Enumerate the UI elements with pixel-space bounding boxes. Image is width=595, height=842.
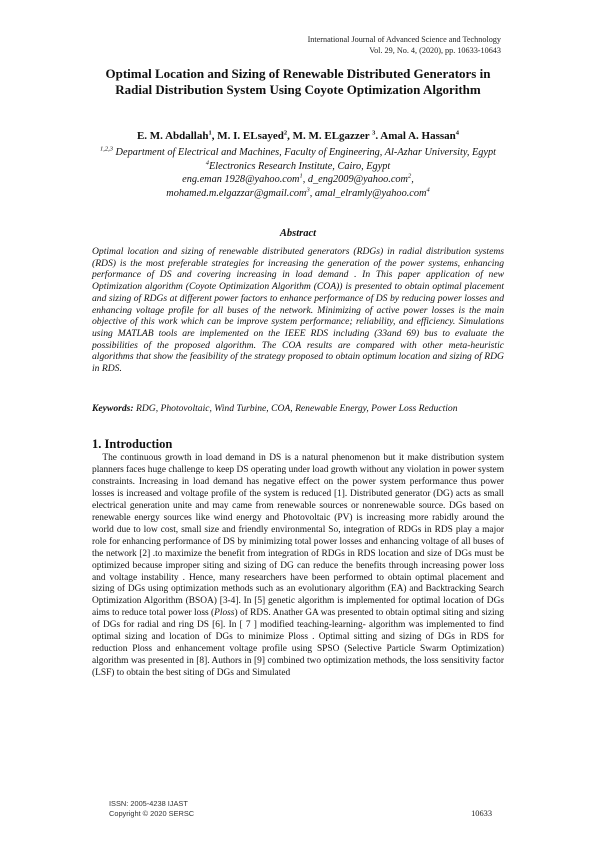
- email-address[interactable]: , d_eng2009@yahoo.com: [302, 174, 408, 186]
- author-affiliation-mark: 2: [283, 129, 288, 137]
- affiliation-mark: 4: [205, 159, 209, 167]
- journal-header: [308, 34, 501, 56]
- author-name: E. M. Abdallah: [136, 130, 209, 142]
- email-line-1: [88, 173, 508, 187]
- author-affiliation-mark: 3: [372, 129, 376, 137]
- author-affiliation-mark: 1: [208, 129, 212, 137]
- author-separator: ,: [211, 130, 218, 142]
- author-affiliation-mark: 4: [455, 129, 460, 137]
- journal-name: International Journal of Advanced Science and Technology: [307, 35, 501, 44]
- affiliation-2: [88, 160, 508, 174]
- affiliation-text: Department of Electrical and Machines, Faculty of Engineering, Al-Azhar University, Egypt: [112, 147, 496, 158]
- author-separator: ,: [287, 130, 293, 142]
- author-name: M. I. ELsayed: [217, 130, 284, 142]
- keywords-label: Keywords:: [92, 403, 134, 414]
- email-line-2: [88, 187, 508, 201]
- page-number: 10633: [471, 809, 492, 818]
- author-list: [88, 130, 508, 143]
- footer-info: [109, 799, 194, 819]
- email-address[interactable]: mohamed.m.elgazzar@gmail.com: [166, 187, 307, 199]
- paper-title: Optimal Location and Sizing of Renewable Distributed Generators in Radial Distribution System Using Coyote Optimization Algorithm: [105, 66, 491, 97]
- issn: ISSN: 2005-4238 IJAST: [109, 799, 188, 808]
- copyright: Copyright © 2020 SERSC: [109, 809, 195, 818]
- body-text: ) of RDS. Anather GA was presented to obtain optimal siting and sizing of DGs for radial and ring DS [6]. In [ 7 ] modified teaching-learning- algorithm was implemented to find optimal sizing and location of DGs to minimize Ploss . Optimal sitting and sizing of DGs in RDS for reduction Ploss and enhancement voltage profile using SPSO (Selective Particle Swarm Optimization) algorithm was presented in [8]. Authors in [9] combined two optimization methods, the loss sensitivity factor (LSF) to obtain the best siting of DGs and Simulated: [92, 608, 504, 679]
- email-address[interactable]: , amal_elramly@yahoo.com: [309, 187, 427, 199]
- email-mark: 2: [407, 172, 412, 180]
- author-name: M. M. ELgazzer: [292, 130, 373, 142]
- keywords-text: RDG, Photovoltaic, Wind Turbine, COA, Renewable Energy, Power Loss Reduction: [133, 403, 458, 414]
- abstract-text: Optimal location and sizing of renewable distributed generators (RDGs) in radial distribution systems (RDS) is the most preferable strategies for increasing the generation of the power systems, enhancing performance of DS and covering increasing in load demand . In This paper application of new Optimization algorithm (Coyote Optimization Algorithm (COA)) is presented to obtain optimal placement and sizing of RDGs at different power factors to enhance performance of DS by reducing power losses and enhancing voltage profile for all buses of the network. Minimizing of active power losses is the main objective of this work which can be improve system performance; reliability, and efficiency. Simulations using MATLAB tools are implemented on the IEEE RDS including (33and 69) bus to evaluate the possibilities of the proposed algorithm. The COA results are compared with other meta-heuristic algorithms that show the feasibility of the strategy proposed to obtain optimum location and sizing of RDG in RDS.: [92, 246, 504, 375]
- affiliations: [88, 146, 508, 200]
- journal-volume: Vol. 29, No. 4, (2020), pp. 10633-10643: [369, 46, 501, 55]
- affiliation-text: Electronics Research Institute, Cairo, Egypt: [208, 160, 391, 172]
- email-mark: 3: [306, 186, 310, 194]
- email-mark: 4: [426, 186, 430, 194]
- email-address[interactable]: eng.eman 1928@yahoo.com: [182, 174, 300, 186]
- email-mark: 1: [299, 172, 303, 180]
- email-separator: ,: [411, 174, 414, 186]
- affiliation-1: [88, 146, 508, 160]
- body-text: The continuous growth in load demand in DS is a natural phenomenon but it make distribution system planners faces huge challenge to keep DS operating under load growth without any violation in power system constraints. Increasing in load demand has negative effect on the power system performance thus power losses is increased and voltage profile of the system is reduced [1]. Distributed generator (DG) acts as small electrical generation unite and may came from renewable sources or nonrenewable source. DGs based on renewable energy sources like wind energy and Photovoltaic (PV) is increasing more rabidly around the world due to low cost, small size and friendly environmental So, integration of RDGs in RDS play a major role for enhancing performance of DS by minimizing total power losses and enhancing voltage of all buses of the network [2] .to maximize the benefit from integration of RDGs in RDS location and size of DGs must be optimized because improper siting and sizing of DG can reduce the benefits through increasing power loss and voltage instability . Hence, many researchers have been performed to obtain optimal placement and sizing of DGs using optimization methods such as an evolutionary algorithm (EA) and Backtracking Search Optimization Algorithm (BSOA) [3-4]. In [5] genetic algorithm is implemented for optimal location of DGs aims to reduce total power loss (: [92, 453, 504, 619]
- affiliation-mark: 1,2,3: [99, 145, 113, 153]
- keywords: [92, 403, 504, 415]
- section-heading: 1. Introduction: [92, 437, 173, 451]
- ploss-term: Ploss: [214, 608, 235, 619]
- section-body: [92, 453, 504, 680]
- abstract-heading: Abstract: [279, 228, 317, 239]
- author-separator: .: [375, 130, 381, 142]
- author-name: Amal A. Hassan: [380, 130, 456, 142]
